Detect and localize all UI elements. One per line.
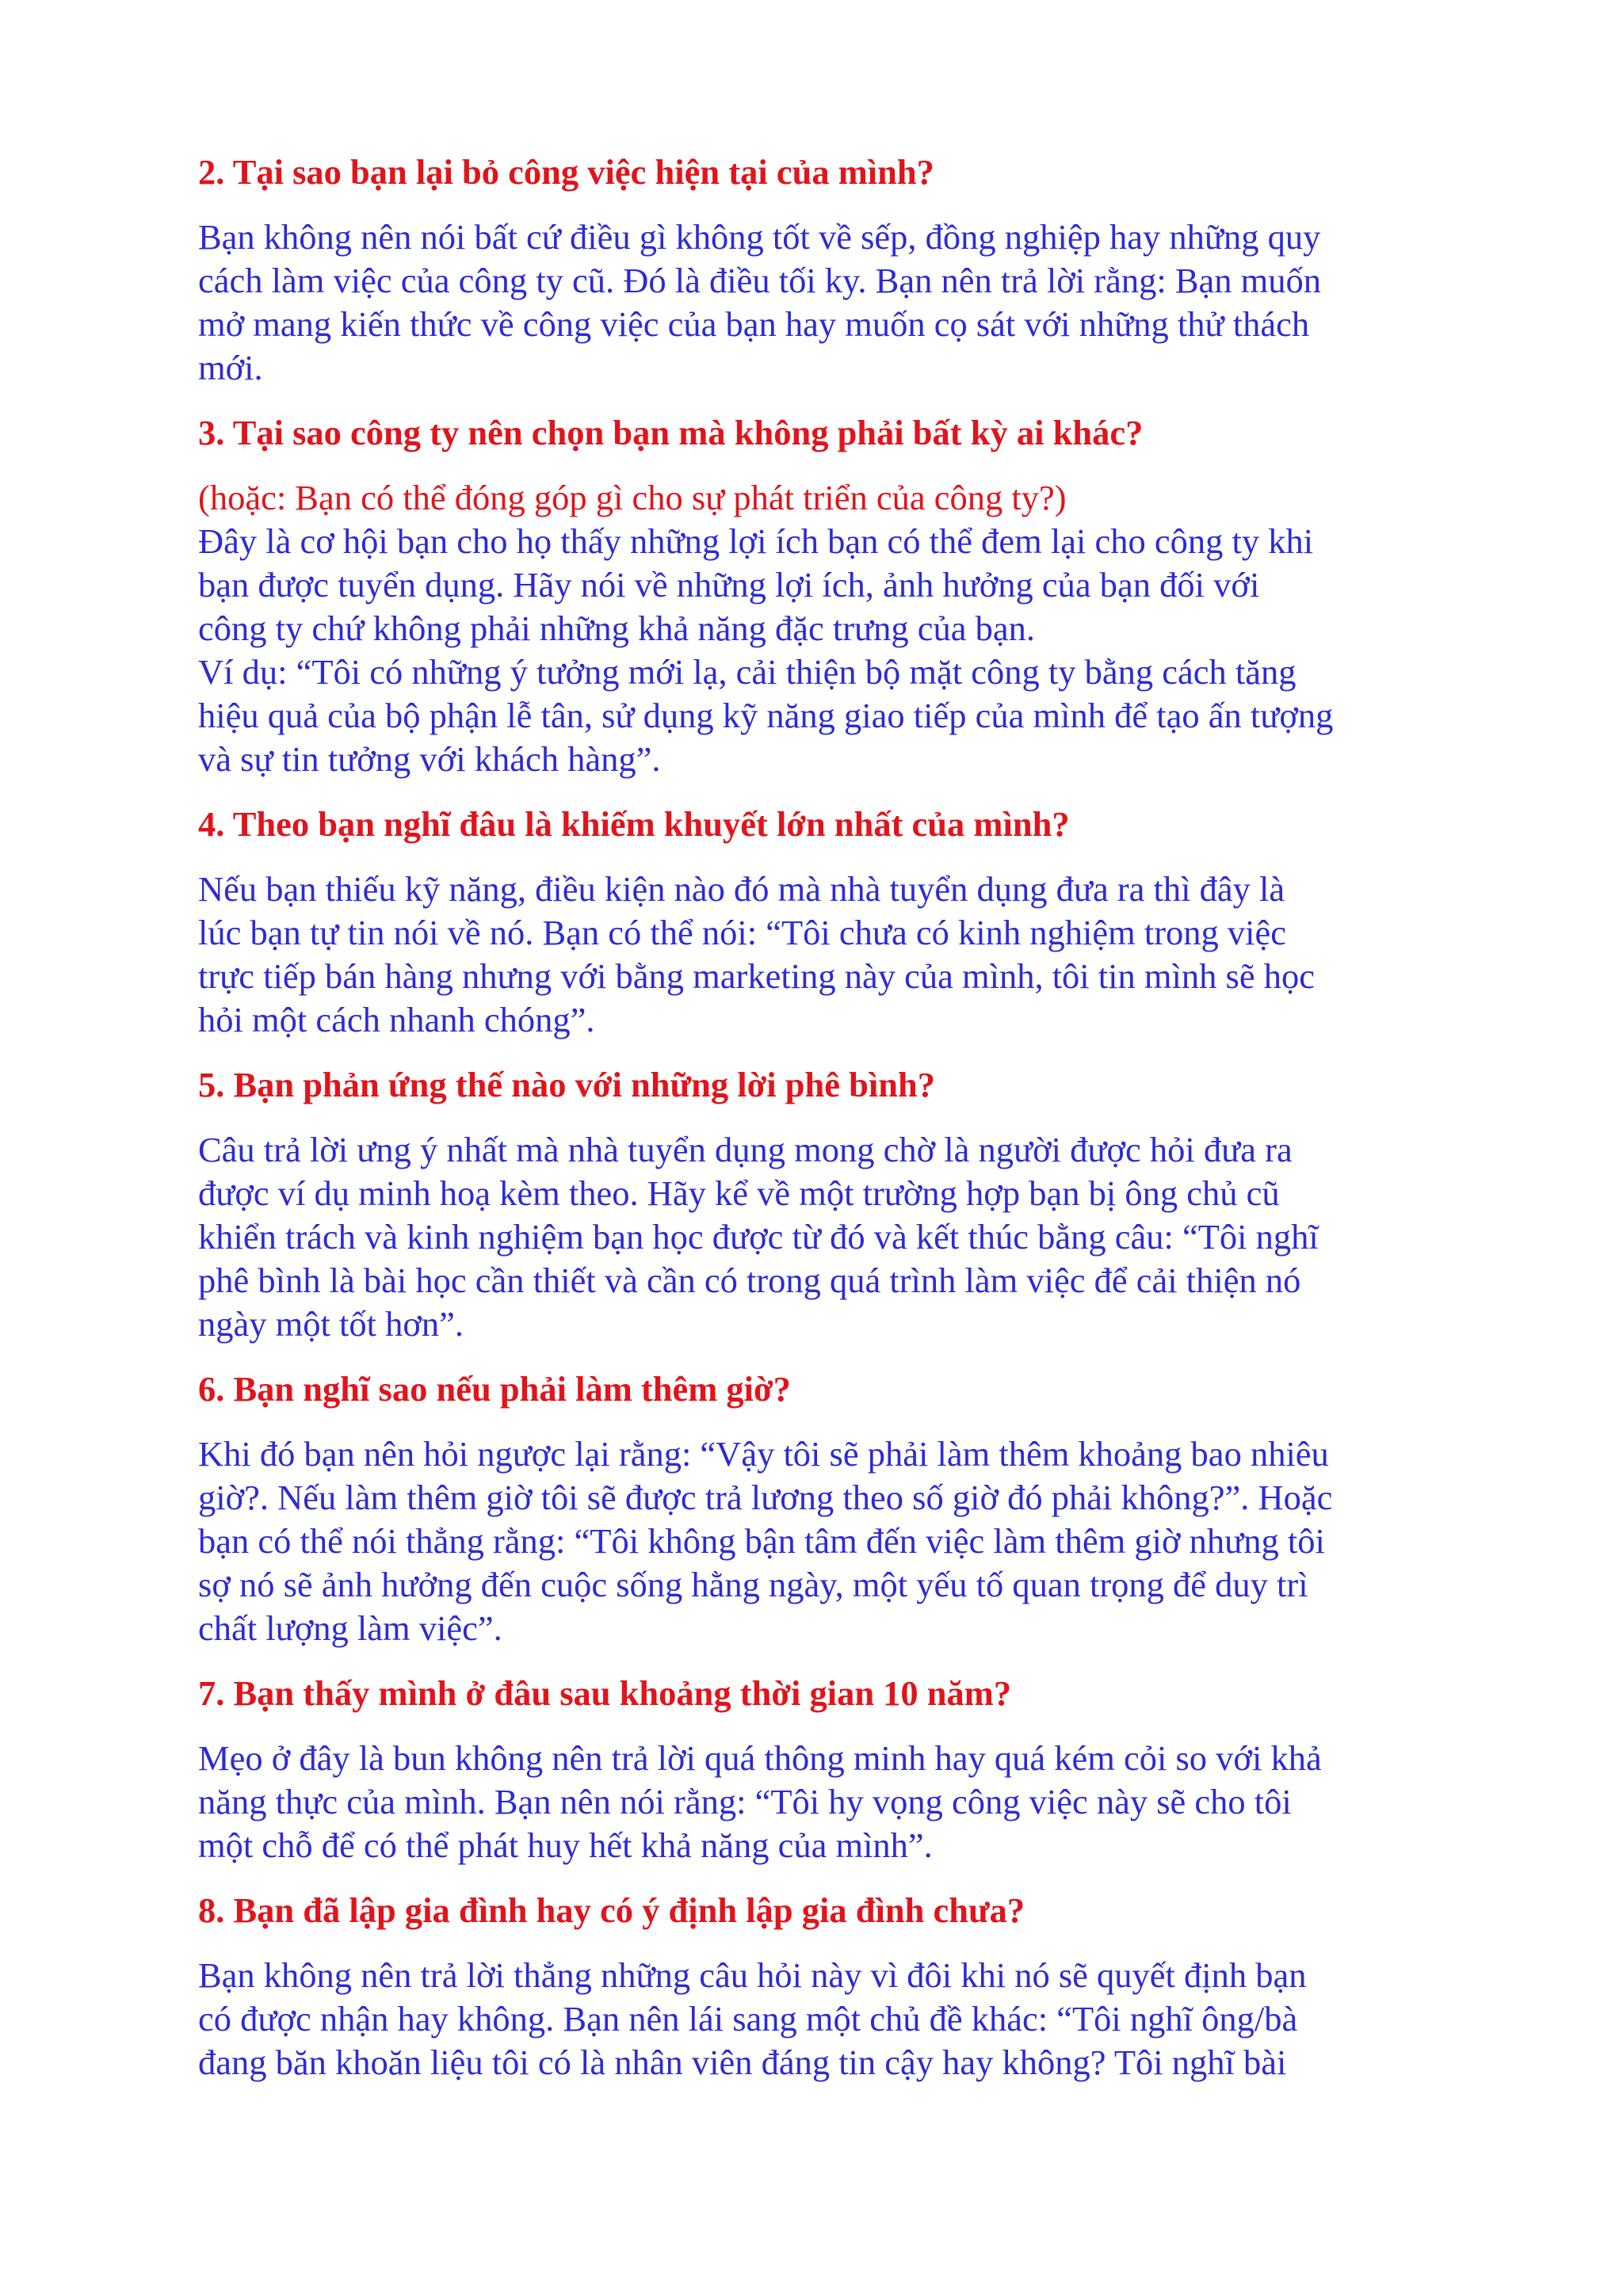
answer-line: phê bình là bài học cần thiết và cần có trong quá trình làm việc để cải thiện nó — [198, 1261, 1301, 1300]
answer-paragraph — [198, 868, 1458, 1042]
answer-line: bạn có thể nói thẳng rằng: “Tôi không bận tâm đến việc làm thêm giờ nhưng tôi — [198, 1521, 1325, 1561]
answer-line: mở mang kiến thức về công việc của bạn hay muốn cọ sát với những thử thách — [198, 304, 1310, 344]
question-heading: 6. Bạn nghĩ sao nếu phải làm thêm giờ? — [198, 1369, 791, 1409]
answer-line: chất lượng làm việc”. — [198, 1608, 502, 1648]
answer-line: công ty chứ không phải những khả năng đặc trưng của bạn. — [198, 608, 1036, 648]
question-subtitle: (hoặc: Bạn có thể đóng góp gì cho sự phát triển của công ty?) — [198, 478, 1067, 517]
answer-line: lúc bạn tự tin nói về nó. Bạn có thể nói: “Tôi chưa có kinh nghiệm trong việc — [198, 913, 1287, 952]
answer-line: Đây là cơ hội bạn cho họ thấy những lợi ích bạn có thể đem lại cho công ty khi — [198, 521, 1314, 561]
answer-paragraph — [198, 215, 1458, 390]
answer-line: năng thực của mình. Bạn nên nói rằng: “Tôi hy vọng công việc này sẽ cho tôi — [198, 1782, 1292, 1821]
answer-paragraph — [198, 1737, 1458, 1867]
section-q6 — [198, 1367, 1458, 1650]
answer-line: sợ nó sẽ ảnh hưởng đến cuộc sống hằng ngày, một yếu tố quan trọng để duy trì — [198, 1565, 1308, 1604]
answer-line: đang băn khoăn liệu tôi có là nhân viên đáng tin cậy hay không? Tôi nghĩ bài — [198, 2042, 1287, 2082]
answer-line: bạn được tuyển dụng. Hãy nói về những lợi ích, ảnh hưởng của bạn đối với — [198, 565, 1260, 605]
answer-line: ngày một tốt hơn”. — [198, 1304, 464, 1344]
answer-line: Khi đó bạn nên hỏi ngược lại rằng: “Vậy tôi sẽ phải làm thêm khoảng bao nhiêu — [198, 1434, 1329, 1474]
answer-line: hỏi một cách nhanh chóng”. — [198, 1000, 595, 1039]
answer-paragraph — [198, 520, 1458, 781]
answer-line: Bạn không nên trả lời thẳng những câu hỏi này vì đôi khi nó sẽ quyết định bạn — [198, 1955, 1307, 1995]
answer-line: mới. — [198, 348, 263, 387]
answer-line: Nếu bạn thiếu kỹ năng, điều kiện nào đó mà nhà tuyển dụng đưa ra thì đây là — [198, 869, 1285, 909]
answer-line: Mẹo ở đây là bun không nên trả lời quá thông minh hay quá kém cỏi so với khả — [198, 1738, 1322, 1778]
section-q2 — [198, 151, 1458, 390]
question-heading: 3. Tại sao công ty nên chọn bạn mà không phải bất kỳ ai khác? — [198, 413, 1144, 452]
answer-line: trực tiếp bán hàng nhưng với bằng marketing này của mình, tôi tin mình sẽ học — [198, 956, 1315, 996]
section-q3 — [198, 411, 1458, 781]
answer-line: hiệu quả của bộ phận lễ tân, sử dụng kỹ năng giao tiếp của mình để tạo ấn tượng — [198, 696, 1334, 735]
document-page — [198, 151, 1458, 2084]
question-heading: 5. Bạn phản ứng thế nào với những lời phê bình? — [198, 1065, 936, 1104]
answer-paragraph — [198, 1432, 1458, 1650]
answer-line: được ví dụ minh hoạ kèm theo. Hãy kể về một trường hợp bạn bị ông chủ cũ — [198, 1173, 1280, 1213]
question-heading: 2. Tại sao bạn lại bỏ công việc hiện tại của mình? — [198, 152, 934, 192]
answer-line: một chỗ để có thể phát huy hết khả năng của mình”. — [198, 1825, 933, 1865]
question-heading: 4. Theo bạn nghĩ đâu là khiếm khuyết lớn nhất của mình? — [198, 804, 1070, 844]
answer-line: có được nhận hay không. Bạn nên lái sang một chủ đề khác: “Tôi nghĩ ông/bà — [198, 1999, 1298, 2039]
answer-paragraph — [198, 1128, 1458, 1346]
answer-line: và sự tin tưởng với khách hàng”. — [198, 739, 661, 779]
section-q7 — [198, 1672, 1458, 1867]
answer-line: Câu trả lời ưng ý nhất mà nhà tuyển dụng mong chờ là người được hỏi đưa ra — [198, 1130, 1293, 1169]
answer-line: Bạn không nên nói bất cứ điều gì không tốt về sếp, đồng nghiệp hay những quy — [198, 217, 1321, 257]
answer-line: Ví dụ: “Tôi có những ý tưởng mới lạ, cải thiện bộ mặt công ty bằng cách tăng — [198, 652, 1296, 692]
answer-line: cách làm việc của công ty cũ. Đó là điều tối ky. Bạn nên trả lời rằng: Bạn muốn — [198, 261, 1322, 300]
section-q4 — [198, 803, 1458, 1042]
answer-paragraph — [198, 1954, 1458, 2084]
section-q8 — [198, 1889, 1458, 2084]
answer-line: khiển trách và kinh nghiệm bạn học được từ đó và kết thúc bằng câu: “Tôi nghĩ — [198, 1217, 1319, 1257]
question-heading: 8. Bạn đã lập gia đình hay có ý định lập gia đình chưa? — [198, 1890, 1025, 1930]
answer-line: giờ?. Nếu làm thêm giờ tôi sẽ được trả lương theo số giờ đó phải không?”. Hoặc — [198, 1478, 1333, 1517]
question-heading: 7. Bạn thấy mình ở đâu sau khoảng thời gian 10 năm? — [198, 1673, 1012, 1713]
section-q5 — [198, 1063, 1458, 1346]
